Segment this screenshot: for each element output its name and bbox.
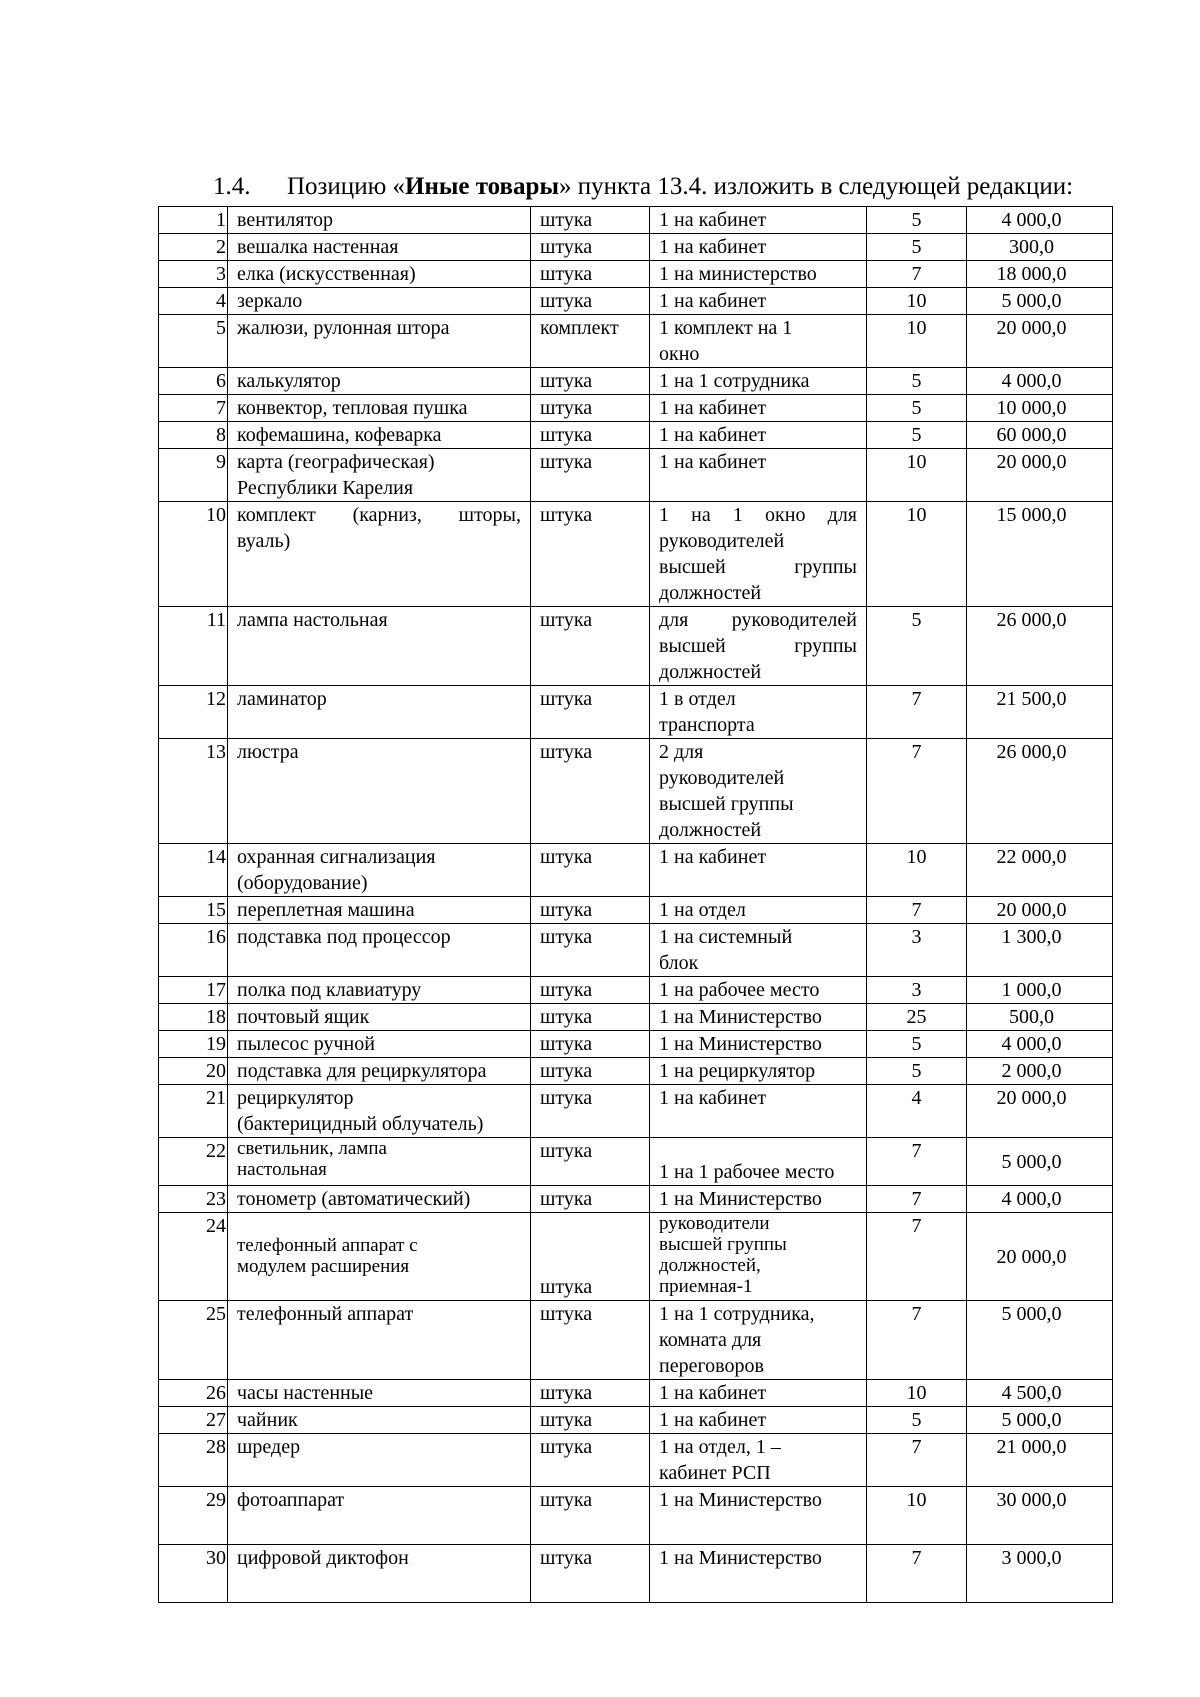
item-unit: штука: [531, 686, 650, 739]
item-unit: штука: [531, 1407, 650, 1434]
table-row: [159, 368, 1113, 395]
item-unit: штука: [531, 1545, 650, 1603]
item-years: 5: [867, 1407, 967, 1434]
row-number: 3: [159, 261, 228, 288]
item-price: 5 000,0: [967, 288, 1113, 315]
item-years: 5: [867, 607, 967, 686]
item-norm-line: должностей: [659, 661, 762, 683]
item-name: подставка для рециркулятора: [228, 1058, 531, 1085]
item-norm: [650, 315, 867, 368]
item-years: 3: [867, 977, 967, 1004]
item-norm: [650, 739, 867, 844]
item-unit: штука: [531, 1085, 650, 1138]
item-name-line: телефонный аппарат с: [237, 1235, 418, 1256]
item-years: 10: [867, 449, 967, 502]
item-price: 5 000,0: [967, 1407, 1113, 1434]
section-heading: [213, 172, 1153, 202]
item-years: 10: [867, 1380, 967, 1407]
item-unit: штука: [531, 1058, 650, 1085]
item-price: 5 000,0: [967, 1301, 1113, 1380]
row-number: 10: [159, 502, 228, 607]
item-price: 20 000,0: [967, 1085, 1113, 1138]
item-name: телефонный аппарат: [228, 1301, 531, 1380]
item-name: подставка под процессор: [228, 924, 531, 977]
item-norm-line: 1 комплект на 1: [659, 317, 793, 339]
item-price: 22 000,0: [967, 844, 1113, 897]
item-name: люстра: [228, 739, 531, 844]
row-number: 4: [159, 288, 228, 315]
item-years: 10: [867, 844, 967, 897]
table-row: [159, 1487, 1113, 1545]
item-norm: [650, 1213, 867, 1301]
heading-bold-term: Иные товары: [405, 173, 559, 200]
table-row: [159, 844, 1113, 897]
item-years: 5: [867, 1031, 967, 1058]
item-name: жалюзи, рулонная штора: [228, 315, 531, 368]
item-years: 7: [867, 1213, 967, 1301]
item-norm: 1 на рециркулятор: [650, 1058, 867, 1085]
item-name-line: комплект (карниз, шторы,: [237, 504, 521, 526]
item-price: 4 000,0: [967, 1031, 1113, 1058]
row-number: 27: [159, 1407, 228, 1434]
table-row: [159, 261, 1113, 288]
item-norm: 1 на кабинет: [650, 449, 867, 502]
item-name: почтовый ящик: [228, 1004, 531, 1031]
item-unit: комплект: [531, 315, 650, 368]
item-name: тонометр (автоматический): [228, 1186, 531, 1213]
item-years: 7: [867, 686, 967, 739]
item-norm-line: высшей группы: [659, 635, 857, 657]
item-norm-line: кабинет РСП: [659, 1462, 771, 1484]
item-price: 10 000,0: [967, 395, 1113, 422]
item-unit: штука: [531, 607, 650, 686]
item-years: 7: [867, 897, 967, 924]
table-row: [159, 1138, 1113, 1186]
item-norm: 1 на Министерство: [650, 1186, 867, 1213]
item-norm-line: высшей группы: [659, 1234, 787, 1255]
item-norm: [650, 607, 867, 686]
item-norm: 1 на кабинет: [650, 395, 867, 422]
item-unit: штука: [531, 1186, 650, 1213]
row-number: 29: [159, 1487, 228, 1545]
item-norm: [650, 1434, 867, 1487]
item-price: 21 000,0: [967, 1434, 1113, 1487]
item-price: 1 000,0: [967, 977, 1113, 1004]
item-norm-line: 1 на отдел, 1 –: [659, 1436, 781, 1458]
item-price: 300,0: [967, 234, 1113, 261]
item-norm-line: 1 на 1 окно для: [659, 504, 857, 526]
item-price: 18 000,0: [967, 261, 1113, 288]
item-name: пылесос ручной: [228, 1031, 531, 1058]
goods-table: [158, 206, 1113, 1603]
item-price: 4 000,0: [967, 368, 1113, 395]
row-number: 20: [159, 1058, 228, 1085]
item-name-line: вуаль): [237, 530, 291, 552]
item-years: 5: [867, 1058, 967, 1085]
row-number: 14: [159, 844, 228, 897]
table-row: [159, 502, 1113, 607]
table-row: [159, 924, 1113, 977]
item-norm-line: окно: [659, 343, 700, 365]
table-row: [159, 607, 1113, 686]
item-years: 10: [867, 315, 967, 368]
item-norm-line: приемная-1: [659, 1276, 753, 1297]
table-row: [159, 207, 1113, 234]
item-price: 20 000,0: [967, 315, 1113, 368]
item-name: часы настенные: [228, 1380, 531, 1407]
item-name-line: (бактерицидный облучатель): [237, 1113, 484, 1135]
row-number: 11: [159, 607, 228, 686]
item-unit: штука: [531, 1138, 650, 1186]
row-number: 23: [159, 1186, 228, 1213]
item-unit: штука: [531, 1031, 650, 1058]
item-unit: штука: [531, 502, 650, 607]
table-row: [159, 1301, 1113, 1380]
table-row: [159, 1434, 1113, 1487]
item-price: 60 000,0: [967, 422, 1113, 449]
item-name: ламинатор: [228, 686, 531, 739]
item-name: фотоаппарат: [228, 1487, 531, 1545]
item-name-line: охранная сигнализация: [237, 846, 436, 868]
item-norm-line: должностей: [659, 582, 762, 604]
item-price: 4 000,0: [967, 207, 1113, 234]
row-number: 15: [159, 897, 228, 924]
item-name-line: модулем расширения: [237, 1256, 410, 1277]
item-name: калькулятор: [228, 368, 531, 395]
row-number: 16: [159, 924, 228, 977]
item-norm-line: для руководителей: [659, 609, 857, 631]
item-norm: 1 на Министерство: [650, 1545, 867, 1603]
row-number: 9: [159, 449, 228, 502]
item-norm: 1 на Министерство: [650, 1487, 867, 1545]
item-name: вентилятор: [228, 207, 531, 234]
item-norm: 1 на кабинет: [650, 1380, 867, 1407]
item-price: 20 000,0: [967, 1213, 1113, 1301]
item-price: 5 000,0: [967, 1138, 1113, 1186]
item-name: шредер: [228, 1434, 531, 1487]
table-row: [159, 1004, 1113, 1031]
item-unit: штука: [531, 261, 650, 288]
item-years: 7: [867, 1186, 967, 1213]
table-row: [159, 739, 1113, 844]
item-norm-line: 1 на 1 сотрудника,: [659, 1303, 815, 1325]
table-row: [159, 1085, 1113, 1138]
item-name: [228, 1085, 531, 1138]
item-unit: штука: [531, 1434, 650, 1487]
item-name: [228, 449, 531, 502]
item-name: чайник: [228, 1407, 531, 1434]
item-norm: [650, 924, 867, 977]
item-years: 5: [867, 395, 967, 422]
heading-suffix: » пункта 13.4. изложить в следующей редакции:: [558, 173, 1074, 200]
item-unit: штука: [531, 368, 650, 395]
item-unit: штука: [531, 288, 650, 315]
heading-prefix: Позицию «: [287, 173, 405, 200]
item-norm-line: руководителей: [659, 530, 785, 552]
item-name: зеркало: [228, 288, 531, 315]
item-norm-line: высшей группы: [659, 556, 857, 578]
item-price: 1 300,0: [967, 924, 1113, 977]
row-number: 2: [159, 234, 228, 261]
row-number: 8: [159, 422, 228, 449]
table-row: [159, 422, 1113, 449]
item-unit: штука: [531, 1380, 650, 1407]
item-name: [228, 1213, 531, 1301]
item-norm-line: 2 для: [659, 741, 704, 763]
item-norm: 1 на кабинет: [650, 234, 867, 261]
table-row: [159, 395, 1113, 422]
table-row: [159, 1407, 1113, 1434]
item-unit: штука: [531, 924, 650, 977]
table-row: [159, 1213, 1113, 1301]
item-unit: штука: [531, 395, 650, 422]
item-norm: 1 на 1 сотрудника: [650, 368, 867, 395]
item-unit: штука: [531, 422, 650, 449]
item-name: [228, 844, 531, 897]
item-norm-line: транспорта: [659, 714, 755, 736]
item-norm: 1 на министерство: [650, 261, 867, 288]
item-name: полка под клавиатуру: [228, 977, 531, 1004]
item-name-line: (оборудование): [237, 872, 368, 894]
row-number: 7: [159, 395, 228, 422]
item-norm: 1 на кабинет: [650, 1407, 867, 1434]
item-norm: 1 на кабинет: [650, 1085, 867, 1138]
item-name-line: карта (географическая): [237, 451, 435, 473]
table-row: [159, 977, 1113, 1004]
item-norm: 1 на кабинет: [650, 288, 867, 315]
item-unit: штука: [531, 1487, 650, 1545]
item-unit: штука: [531, 234, 650, 261]
row-number: 21: [159, 1085, 228, 1138]
item-name-line: рециркулятор: [237, 1087, 354, 1109]
row-number: 28: [159, 1434, 228, 1487]
item-years: 5: [867, 368, 967, 395]
item-norm-line: руководители: [659, 1213, 770, 1234]
item-price: 26 000,0: [967, 739, 1113, 844]
row-number: 17: [159, 977, 228, 1004]
item-norm: 1 на рабочее место: [650, 977, 867, 1004]
row-number: 1: [159, 207, 228, 234]
table-row: [159, 234, 1113, 261]
row-number: 13: [159, 739, 228, 844]
item-name: лампа настольная: [228, 607, 531, 686]
table-row: [159, 449, 1113, 502]
row-number: 19: [159, 1031, 228, 1058]
item-unit: штука: [531, 897, 650, 924]
item-norm: 1 на кабинет: [650, 844, 867, 897]
item-price: 2 000,0: [967, 1058, 1113, 1085]
item-price: 15 000,0: [967, 502, 1113, 607]
item-norm: [650, 686, 867, 739]
item-price: 26 000,0: [967, 607, 1113, 686]
table-row: [159, 1186, 1113, 1213]
item-norm-line: высшей группы: [659, 793, 794, 815]
item-name: переплетная машина: [228, 897, 531, 924]
table-row: [159, 1058, 1113, 1085]
item-price: 21 500,0: [967, 686, 1113, 739]
item-price: 500,0: [967, 1004, 1113, 1031]
table-row: [159, 288, 1113, 315]
item-name: конвектор, тепловая пушка: [228, 395, 531, 422]
item-years: 5: [867, 422, 967, 449]
item-years: 7: [867, 261, 967, 288]
item-years: 10: [867, 502, 967, 607]
item-unit: штука: [531, 844, 650, 897]
item-name: [228, 1138, 531, 1186]
table-row: [159, 1545, 1113, 1603]
item-unit: штука: [531, 207, 650, 234]
table-row: [159, 1380, 1113, 1407]
item-norm: 1 на Министерство: [650, 1031, 867, 1058]
item-name: [228, 502, 531, 607]
item-price: 20 000,0: [967, 897, 1113, 924]
item-price: 3 000,0: [967, 1545, 1113, 1603]
row-number: 5: [159, 315, 228, 368]
item-unit: штука: [531, 739, 650, 844]
item-price: 4 000,0: [967, 1186, 1113, 1213]
row-number: 25: [159, 1301, 228, 1380]
item-unit: штука: [531, 1301, 650, 1380]
item-years: 7: [867, 1301, 967, 1380]
item-norm: 1 на кабинет: [650, 207, 867, 234]
item-years: 5: [867, 234, 967, 261]
item-name-line: настольная: [237, 1159, 327, 1180]
item-price: 4 500,0: [967, 1380, 1113, 1407]
item-name: елка (искусственная): [228, 261, 531, 288]
item-name-line: Республики Карелия: [237, 477, 414, 499]
row-number: 26: [159, 1380, 228, 1407]
item-norm-line: 1 в отдел: [659, 688, 736, 710]
item-years: 5: [867, 207, 967, 234]
item-years: 3: [867, 924, 967, 977]
table-row: [159, 1031, 1113, 1058]
item-norm-line: 1 на системный: [659, 926, 793, 948]
item-name: цифровой диктофон: [228, 1545, 531, 1603]
item-norm-line: комната для: [659, 1329, 762, 1351]
item-years: 10: [867, 288, 967, 315]
item-norm-line: руководителей: [659, 767, 785, 789]
row-number: 24: [159, 1213, 228, 1301]
item-years: 7: [867, 1434, 967, 1487]
item-years: 7: [867, 1138, 967, 1186]
item-price: 20 000,0: [967, 449, 1113, 502]
item-norm-line: должностей: [659, 819, 762, 841]
item-norm: [650, 1301, 867, 1380]
item-years: 7: [867, 739, 967, 844]
item-years: 10: [867, 1487, 967, 1545]
item-norm: [650, 502, 867, 607]
table-row: [159, 897, 1113, 924]
item-norm: 1 на 1 рабочее место: [650, 1138, 867, 1186]
item-norm-line: блок: [659, 952, 699, 974]
item-norm: 1 на кабинет: [650, 422, 867, 449]
item-price: 30 000,0: [967, 1487, 1113, 1545]
table-row: [159, 315, 1113, 368]
item-norm-line: переговоров: [659, 1355, 764, 1377]
item-norm: 1 на Министерство: [650, 1004, 867, 1031]
item-unit: штука: [531, 449, 650, 502]
item-unit: штука: [531, 977, 650, 1004]
item-name-line: светильник, лампа: [237, 1138, 387, 1159]
item-years: 25: [867, 1004, 967, 1031]
section-number: 1.4.: [213, 173, 251, 200]
item-unit: штука: [531, 1213, 650, 1301]
item-norm-line: должностей,: [659, 1255, 761, 1276]
row-number: 22: [159, 1138, 228, 1186]
item-unit: штука: [531, 1004, 650, 1031]
item-years: 7: [867, 1545, 967, 1603]
item-years: 4: [867, 1085, 967, 1138]
row-number: 30: [159, 1545, 228, 1603]
row-number: 6: [159, 368, 228, 395]
table-row: [159, 686, 1113, 739]
row-number: 18: [159, 1004, 228, 1031]
item-name: вешалка настенная: [228, 234, 531, 261]
row-number: 12: [159, 686, 228, 739]
item-name: кофемашина, кофеварка: [228, 422, 531, 449]
item-norm: 1 на отдел: [650, 897, 867, 924]
